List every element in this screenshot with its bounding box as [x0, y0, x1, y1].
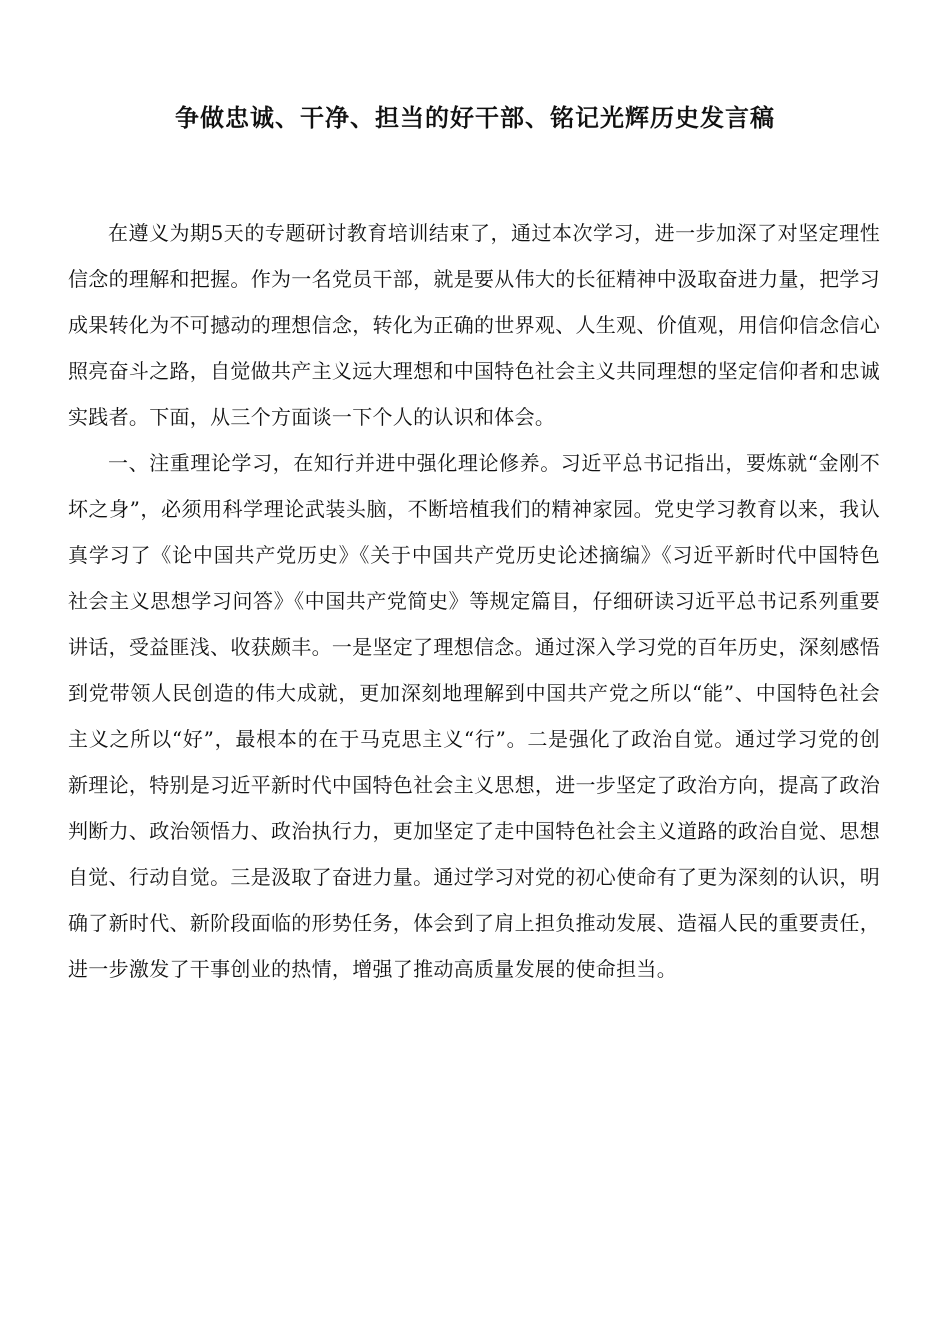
document-body	[68, 210, 880, 992]
paragraph-section-one: 一、注重理论学习，在知行并进中强化理论修养。习近平总书记指出，要炼就“金刚不坏之身”，必须用科学理论武装头脑，不断培植我们的精神家园。党史学习教育以来，我认真学习了《论中国共产党历史》《关于中国共产党历史论述摘编》《习近平新时代中国特色社会主义思想学习问答》《中国共产党简史》等规定篇目，仔细研读习近平总书记系列重要讲话，受益匪浅、收获颇丰。一是坚定了理想信念。通过深入学习党的百年历史，深刻感悟到党带领人民创造的伟大成就，更加深刻地理解到中国共产党之所以“能”、中国特色社会主义之所以“好”，最根本的在于马克思主义“行”。二是强化了政治自觉。通过学习党的创新理论，特别是习近平新时代中国特色社会主义思想，进一步坚定了政治方向，提高了政治判断力、政治领悟力、政治执行力，更加坚定了走中国特色社会主义道路的政治自觉、思想自觉、行动自觉。三是汲取了奋进力量。通过学习对党的初心使命有了更为深刻的认识，明确了新时代、新阶段面临的形势任务，体会到了肩上担负推动发展、造福人民的重要责任，进一步激发了干事创业的热情，增强了推动高质量发展的使命担当。	[68, 451, 880, 981]
paragraph-intro: 在遵义为期5天的专题研讨教育培训结束了，通过本次学习，进一步加深了对坚定理性信念的理解和把握。作为一名党员干部，就是要从伟大的长征精神中汲取奋进力量，把学习成果转化为不可撼动的理想信念，转化为正确的世界观、人生观、价值观，用信仰信念信心照亮奋斗之路，自觉做共产主义远大理想和中国特色社会主义共同理想的坚定信仰者和忠诚实践者。下面，从三个方面谈一下个人的认识和体会。	[68, 221, 880, 429]
document-title: 争做忠诚、干净、担当的好干部、铭记光辉历史发言稿	[175, 104, 775, 132]
